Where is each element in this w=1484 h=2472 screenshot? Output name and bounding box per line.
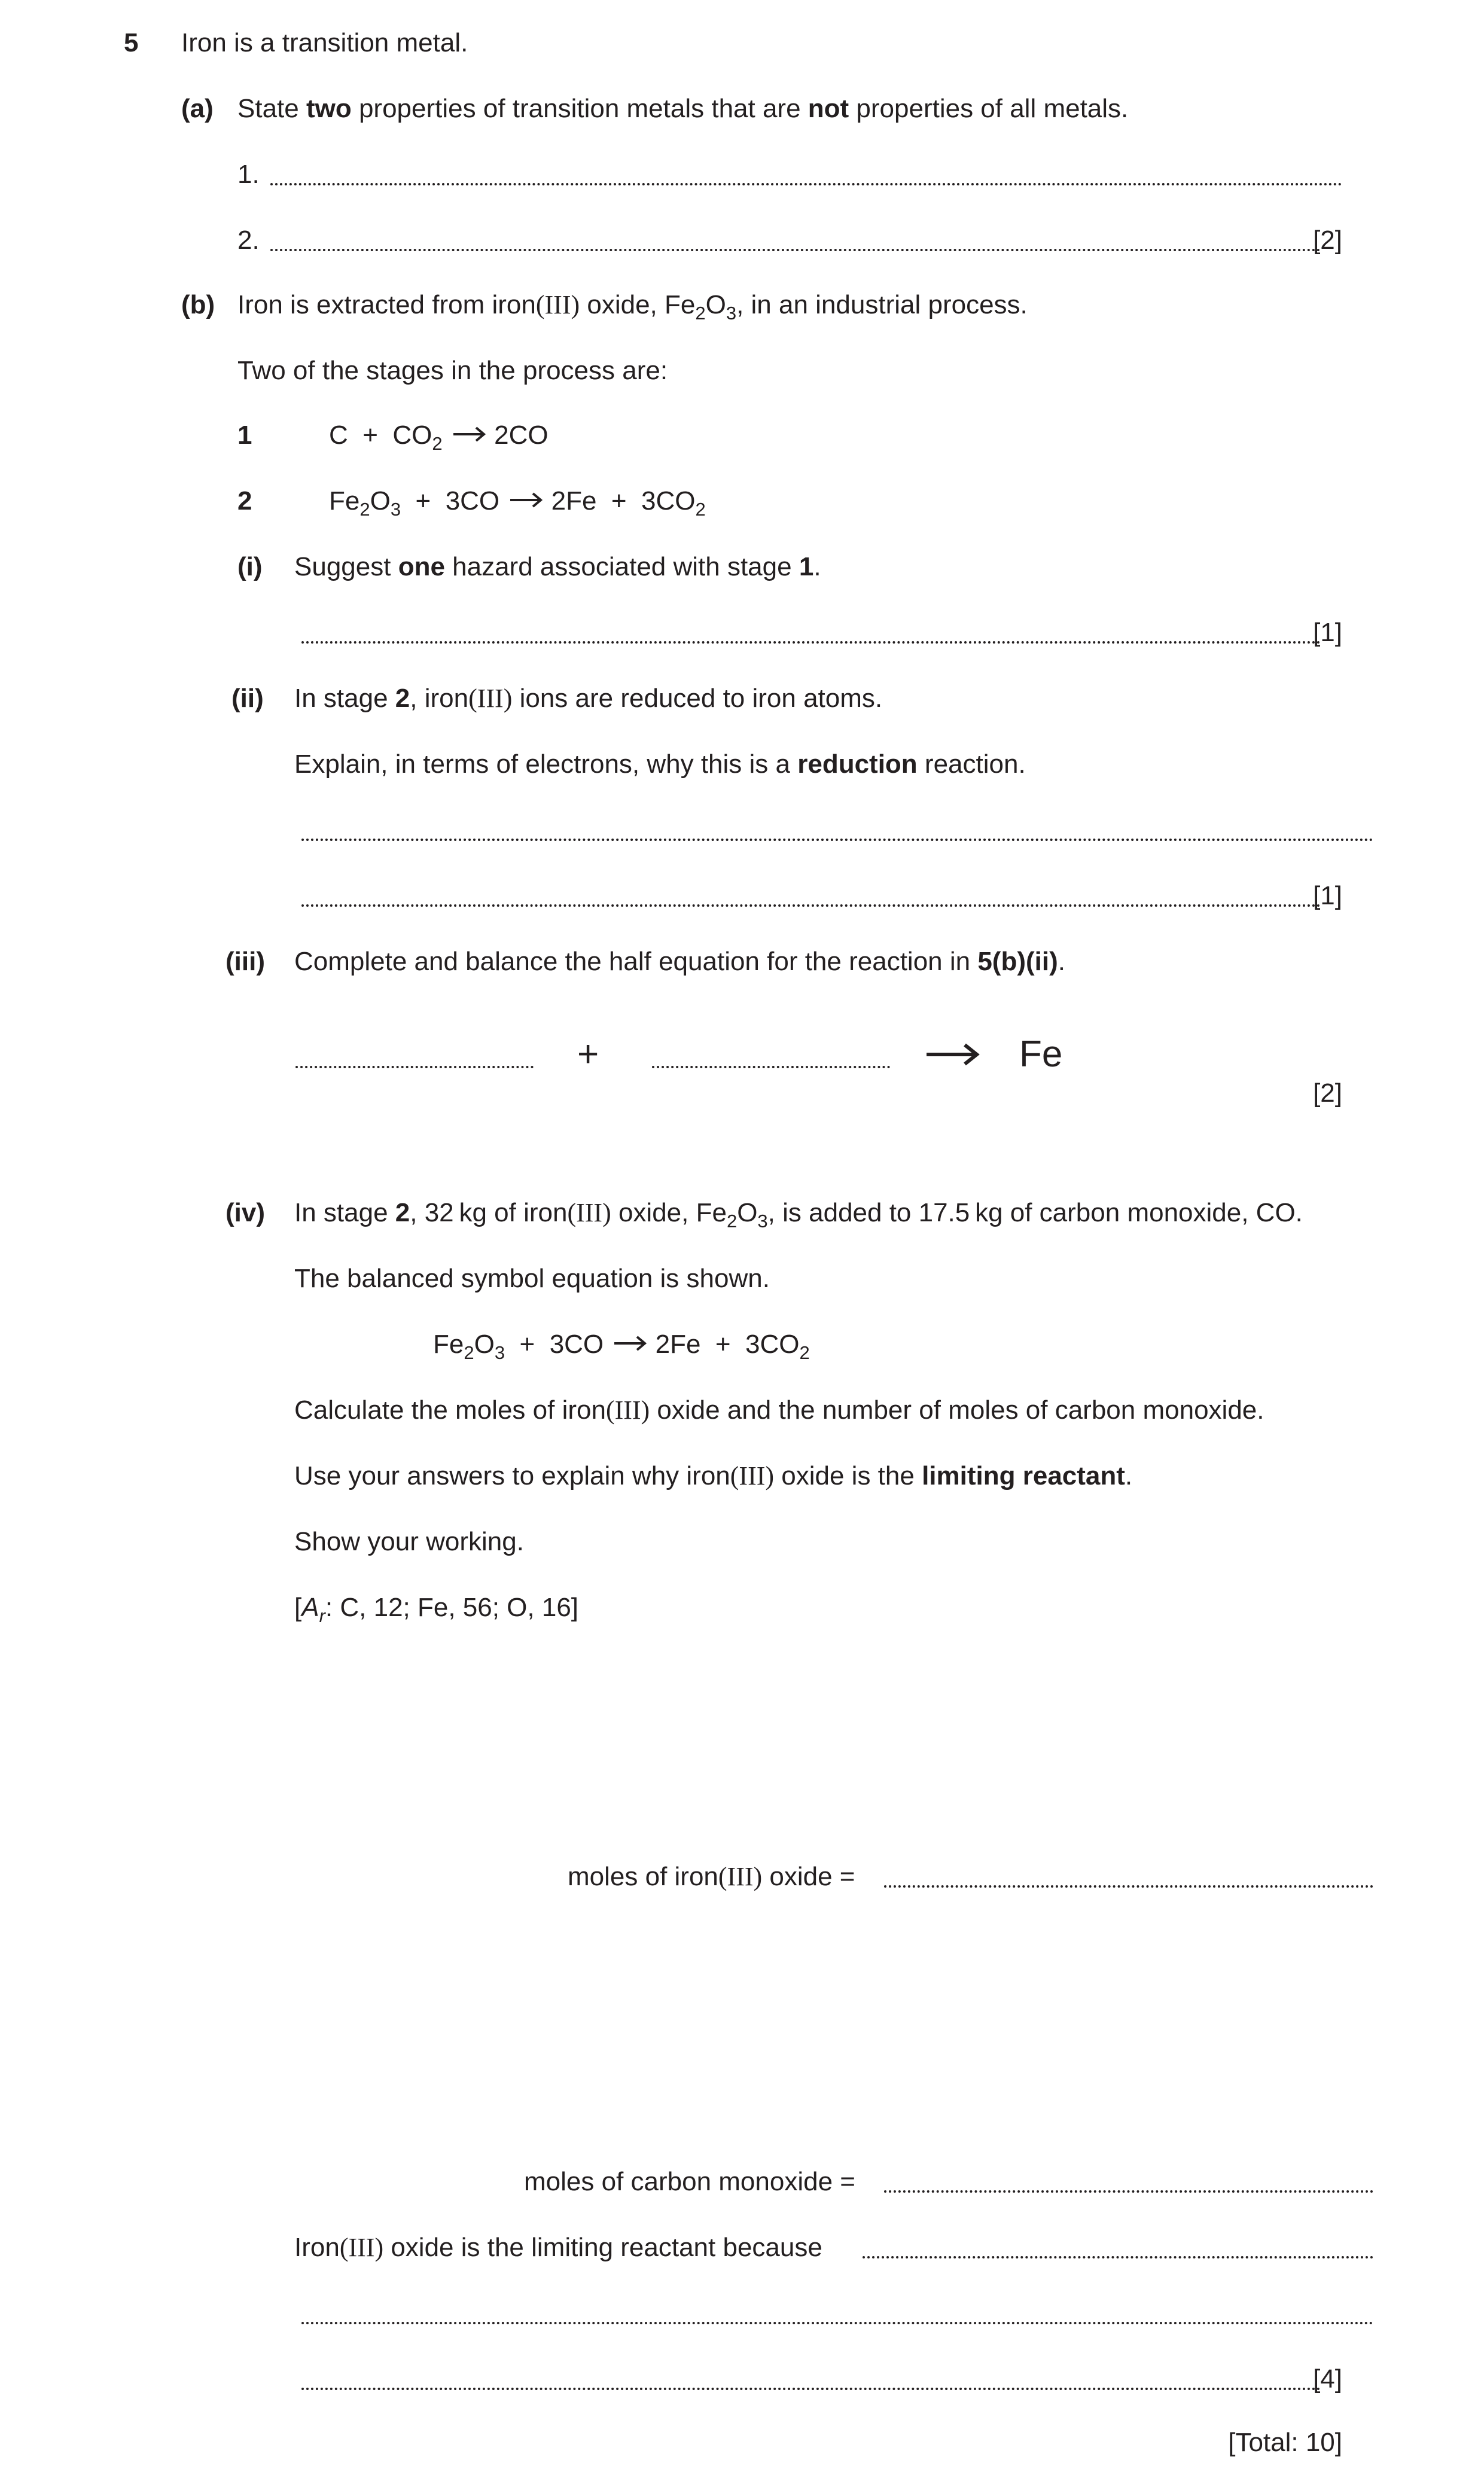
part-b-label: (b) bbox=[181, 290, 215, 319]
half-equation-product: Fe bbox=[1019, 1034, 1063, 1075]
part-a-label: (a) bbox=[181, 94, 214, 123]
part-biv-question: In stage 2, 32 kg of iron(III) oxide, $Fe_2O_3$, is added to 17.5 kg of carbon monoxide, CO. bbox=[294, 1198, 1303, 1232]
balanced-intro: The balanced symbol equation is shown. bbox=[294, 1264, 770, 1293]
part-biv-label: (iv) bbox=[226, 1198, 265, 1227]
relative-atomic-masses: [$A_r$: C, 12; Fe, 56; O, 16] bbox=[294, 1593, 579, 1626]
stage-1-number: 1 bbox=[237, 420, 252, 450]
right-arrow-icon bbox=[450, 421, 487, 447]
right-arrow-icon bbox=[924, 1040, 981, 1069]
answer-line-bii-2[interactable] bbox=[301, 904, 1321, 907]
marks-bi: [1] bbox=[1313, 618, 1342, 647]
marks-biii: [2] bbox=[1313, 1078, 1342, 1108]
answer-line-bii-1[interactable] bbox=[301, 839, 1373, 841]
part-biii-question: Complete and balance the half equation for the reaction in 5(b)(ii). bbox=[294, 947, 1065, 976]
half-equation-plus: + bbox=[577, 1034, 599, 1075]
limiting-instruction: Use your answers to explain why iron(III) oxide is the limiting reactant. bbox=[294, 1461, 1133, 1490]
marks-bii: [1] bbox=[1313, 881, 1342, 910]
question-number: 5 bbox=[124, 28, 139, 57]
answer-line-2-label: 2. bbox=[237, 225, 260, 255]
answer-line-1-label: 1. bbox=[237, 160, 260, 189]
balanced-equation: $Fe_2O_3 + 3CO$ $2Fe + 3CO_2$ bbox=[433, 1330, 810, 1363]
stages-intro: Two of the stages in the process are: bbox=[237, 356, 668, 385]
part-b-question: Iron is extracted from iron(III) oxide, $Fe_2O_3$, in an industrial process. bbox=[237, 290, 1028, 324]
marks-biv: [4] bbox=[1313, 2364, 1342, 2394]
part-bi-label: (i) bbox=[237, 552, 263, 581]
total-marks: [Total: 10] bbox=[1228, 2428, 1342, 2457]
half-equation-blank-2[interactable] bbox=[652, 1066, 890, 1068]
part-bii-label: (ii) bbox=[231, 684, 264, 713]
moles-co-label: moles of carbon monoxide = bbox=[524, 2167, 855, 2196]
part-bi-question: Suggest one hazard associated with stage 1. bbox=[294, 552, 821, 581]
moles-iron-oxide-answer[interactable] bbox=[884, 1885, 1373, 1888]
right-arrow-icon bbox=[507, 487, 544, 513]
marks-a: [2] bbox=[1313, 225, 1342, 255]
half-equation-blank-1[interactable] bbox=[295, 1066, 534, 1068]
calculate-instruction: Calculate the moles of iron(III) oxide and the number of moles of carbon monoxide. bbox=[294, 1395, 1264, 1425]
limiting-reason-answer-2[interactable] bbox=[301, 2322, 1373, 2324]
show-working: Show your working. bbox=[294, 1527, 524, 1556]
limiting-reason-answer-1[interactable] bbox=[863, 2256, 1373, 2258]
part-bii-question: In stage 2, iron(III) ions are reduced to iron atoms. bbox=[294, 684, 883, 713]
limiting-reason-answer-3[interactable] bbox=[301, 2388, 1321, 2390]
stage-2-equation: $Fe_2O_3 + 3CO$ $2Fe + 3CO_2$ bbox=[329, 486, 706, 520]
working-space-2[interactable] bbox=[294, 1908, 1365, 2153]
part-a-question: State two properties of transition metals that are not properties of all metals. bbox=[237, 94, 1129, 123]
moles-iron-oxide-label: moles of iron(III) oxide = bbox=[568, 1862, 855, 1891]
stage-1-equation: $C + CO_2$ 2CO bbox=[329, 420, 548, 454]
answer-line-a2[interactable] bbox=[270, 249, 1321, 251]
working-space[interactable] bbox=[294, 1639, 1365, 1842]
part-biii-label: (iii) bbox=[226, 947, 265, 976]
right-arrow-icon bbox=[611, 1330, 648, 1357]
part-bii-explain: Explain, in terms of electrons, why this is a reduction reaction. bbox=[294, 749, 1026, 779]
stage-2-number: 2 bbox=[237, 486, 252, 516]
moles-co-answer[interactable] bbox=[884, 2190, 1373, 2193]
limiting-reason-label: Iron(III) oxide is the limiting reactant because bbox=[294, 2233, 822, 2262]
answer-line-bi[interactable] bbox=[301, 641, 1321, 644]
answer-line-a1[interactable] bbox=[270, 183, 1342, 185]
question-intro: Iron is a transition metal. bbox=[181, 28, 468, 57]
